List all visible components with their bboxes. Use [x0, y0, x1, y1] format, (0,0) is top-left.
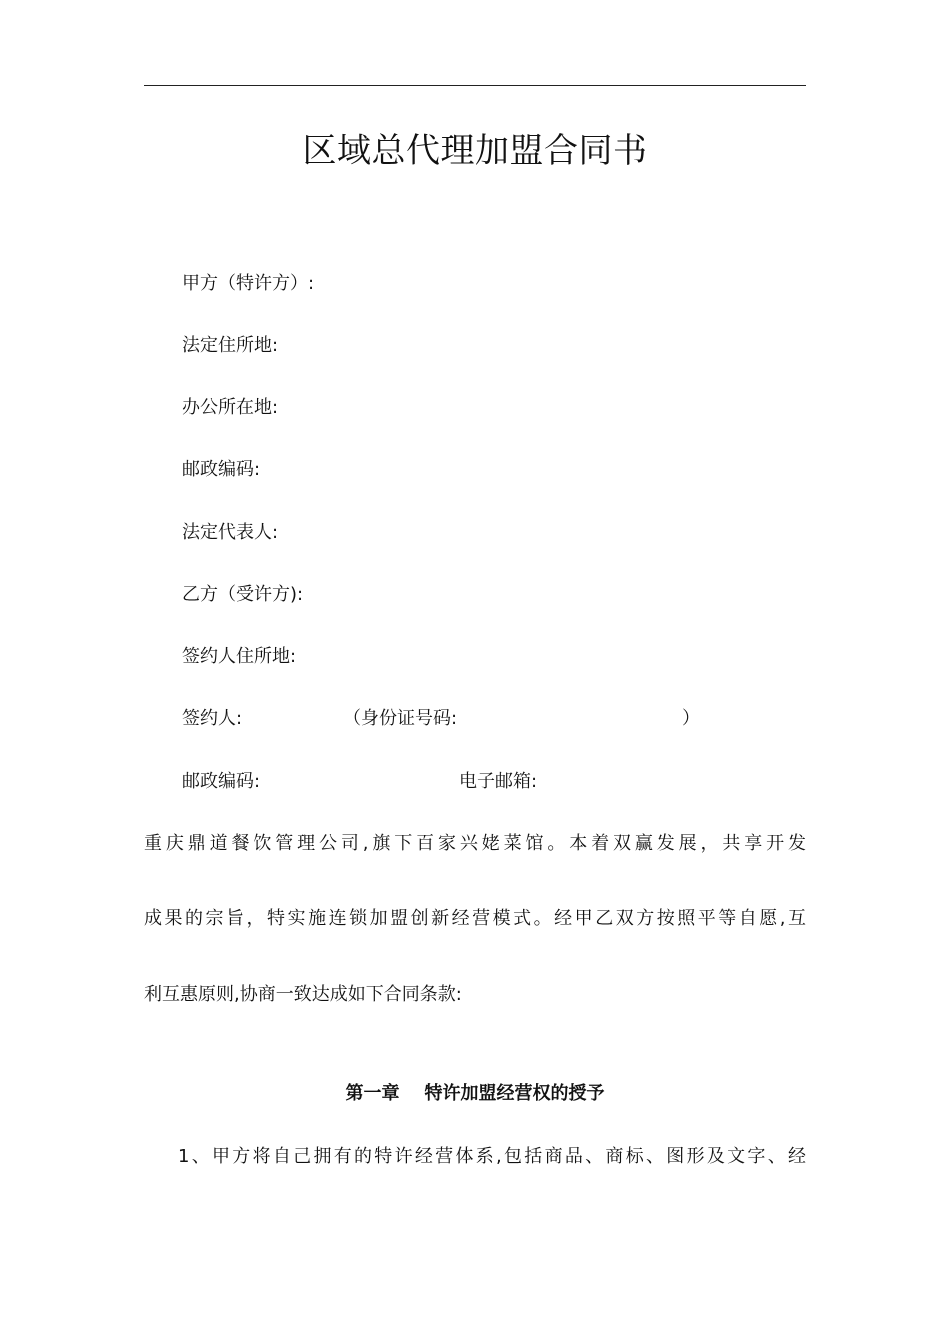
legal-representative-label: 法定代表人: [182, 522, 279, 543]
signer-label: 签约人: [182, 708, 243, 729]
postcode-a-label: 邮政编码: [182, 459, 261, 480]
intro-line-1: 重庆鼎道餐饮管理公司,旗下百家兴姥菜馆。本着双赢发展，共享开发 [144, 833, 806, 854]
signer-address-label: 签约人住所地: [182, 646, 297, 667]
email-label: 电子邮箱: [459, 771, 538, 792]
party-b-label: 乙方（受许方): [182, 584, 304, 605]
postcode-b-label: 邮政编码: [182, 771, 261, 792]
header-rule [144, 85, 806, 86]
clause-1-line: 1、甲方将自己拥有的特许经营体系,包括商品、商标、图形及文字、经 [178, 1146, 806, 1167]
document-title: 区域总代理加盟合同书 [302, 131, 648, 171]
legal-address-label: 法定住所地: [182, 335, 279, 356]
id-number-close: ） [682, 708, 700, 729]
id-number-label: （身份证号码: [343, 708, 458, 729]
party-a-label: 甲方（特许方）: [182, 273, 315, 294]
chapter-1-heading: 第一章 特许加盟经营权的授予 [345, 1083, 605, 1104]
office-address-label: 办公所在地: [182, 397, 279, 418]
intro-line-3: 利互惠原则,协商一致达成如下合同条款: [144, 984, 462, 1005]
intro-line-2: 成果的宗旨，特实施连锁加盟创新经营模式。经甲乙双方按照平等自愿,互 [144, 908, 806, 929]
